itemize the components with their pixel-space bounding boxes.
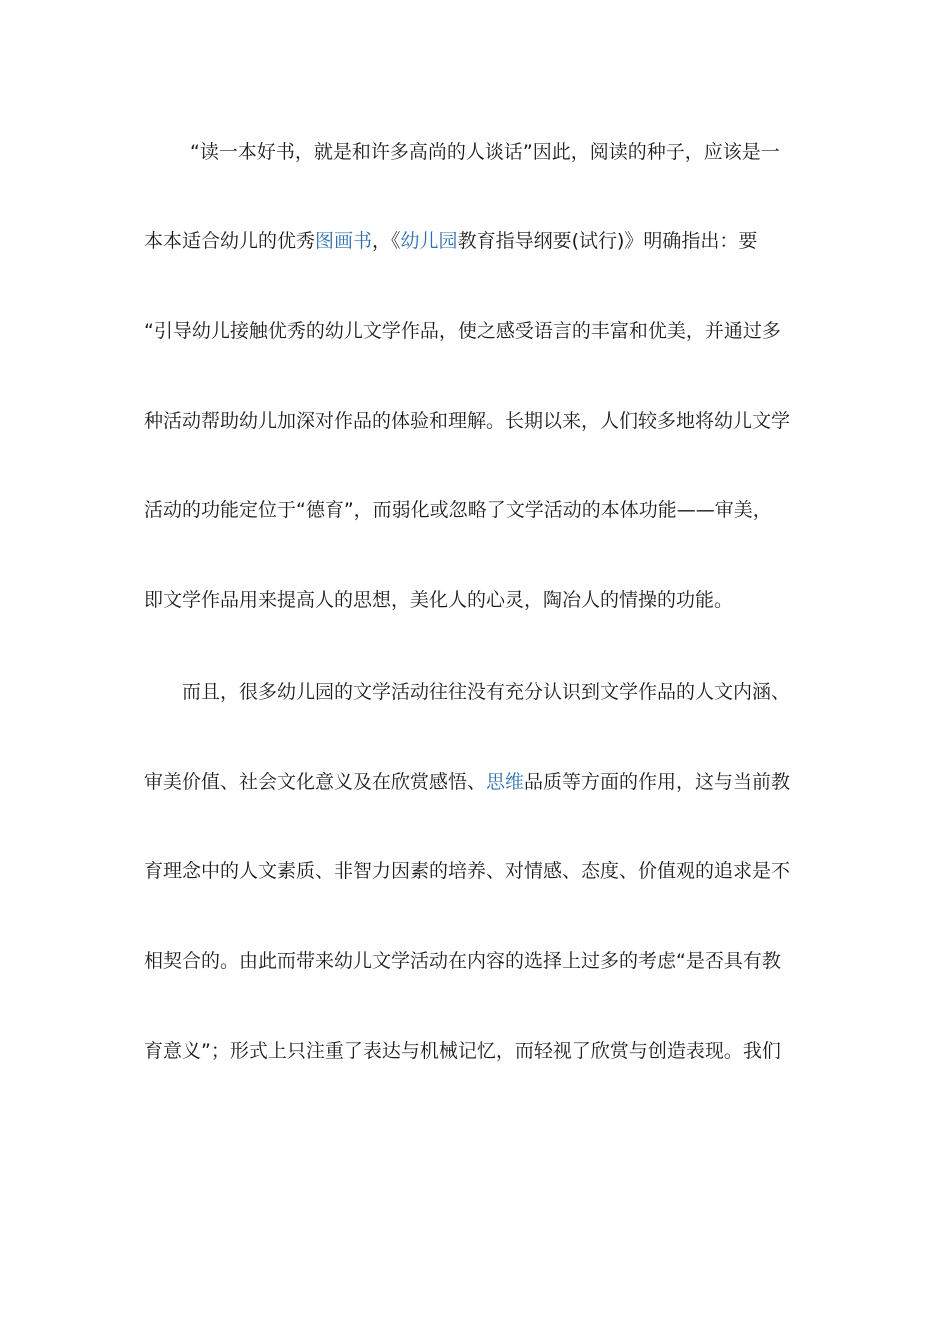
text-run: 而且，很多幼儿园的文学活动往往没有充分认识到文学作品的人文内涵、 xyxy=(182,681,791,703)
text-run: 育理念中的人文素质、非智力因素的培养、对情感、态度、价值观的追求是不 xyxy=(144,860,791,882)
paragraph-2-line-1 xyxy=(182,679,796,705)
text-run: 活动的功能定位于“德育”，而弱化或忽略了文学活动的本体功能——审美， xyxy=(144,499,772,521)
paragraph-1-line-3 xyxy=(144,318,796,344)
text-run: 种活动帮助幼儿加深对作品的体验和理解。长期以来，人们较多地将幼儿文学 xyxy=(144,410,791,432)
text-run: 品质等方面的作用，这与当前教 xyxy=(524,771,791,793)
paragraph-1-line-5 xyxy=(144,497,796,523)
paragraph-2-line-3 xyxy=(144,858,796,884)
link-picture-book[interactable]: 图画书 xyxy=(315,230,373,252)
text-run: ，《 xyxy=(372,230,401,252)
link-kindergarten[interactable]: 幼儿园 xyxy=(400,230,458,252)
text-run: 审美价值、社会文化意义及在欣赏感悟、 xyxy=(144,771,487,793)
paragraph-1-line-2 xyxy=(144,228,796,254)
paragraph-1-line-4 xyxy=(144,408,796,434)
paragraph-1-line-6 xyxy=(144,587,796,613)
paragraph-1-line-1 xyxy=(190,139,796,165)
paragraph-2-line-2 xyxy=(144,769,796,795)
text-run: “读一本好书，就是和许多高尚的人谈话”因此，阅读的种子，应该是一 xyxy=(190,141,780,163)
text-run: 即文学作品用来提高人的思想，美化人的心灵，陶冶人的情操的功能。 xyxy=(144,589,734,611)
paragraph-2-line-5 xyxy=(144,1038,796,1064)
text-run: 教育指导纲要(试行)》明确指出：要 xyxy=(457,230,758,252)
link-thinking[interactable]: 思维 xyxy=(486,771,525,793)
text-run: 相契合的。由此而带来幼儿文学活动在内容的选择上过多的考虑“是否具有教 xyxy=(144,950,781,972)
text-run: 本本适合幼儿的优秀 xyxy=(144,230,316,252)
text-run: 育意义”；形式上只注重了表达与机械记忆，而轻视了欣赏与创造表现。我们 xyxy=(144,1040,781,1062)
paragraph-2-line-4 xyxy=(144,948,796,974)
text-run: “引导幼儿接触优秀的幼儿文学作品，使之感受语言的丰富和优美，并通过多 xyxy=(144,320,781,342)
